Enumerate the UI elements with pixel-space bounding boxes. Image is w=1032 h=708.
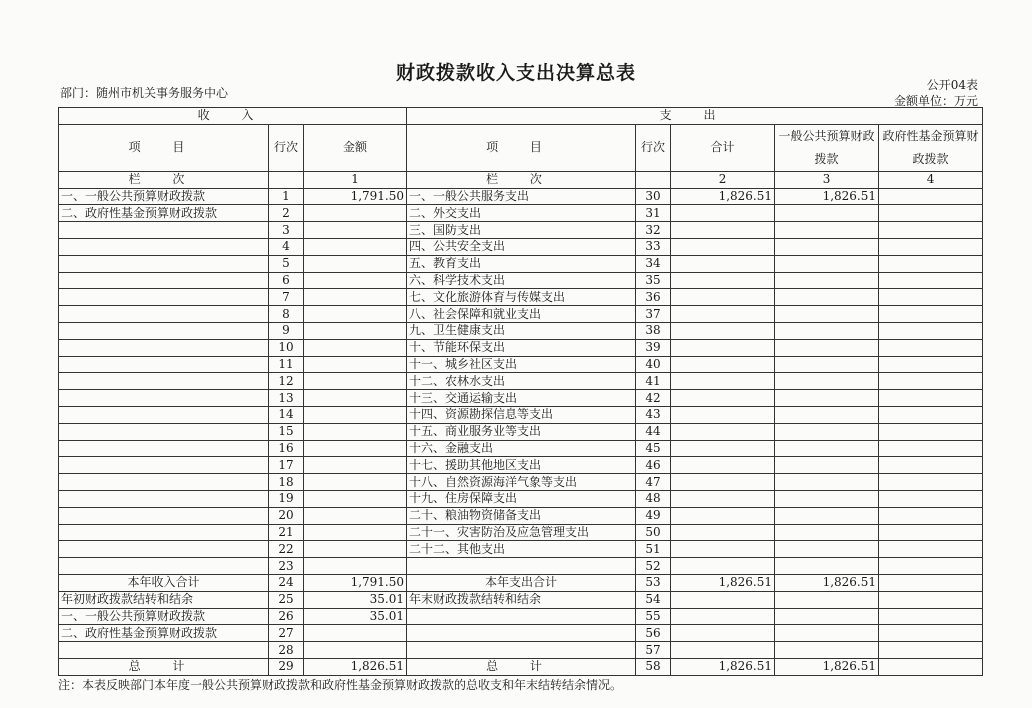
income-amount-cell bbox=[304, 490, 407, 507]
expense-line-no-cell: 56 bbox=[636, 625, 671, 642]
expense-line-no-cell: 44 bbox=[636, 423, 671, 440]
income-amount-cell: 1,826.51 bbox=[304, 658, 407, 675]
general-budget-cell bbox=[775, 440, 879, 457]
table-row bbox=[59, 356, 983, 373]
fund-budget-cell bbox=[879, 390, 983, 407]
expense-total-cell bbox=[671, 373, 775, 390]
expense-item-cell: 十一、城乡社区支出 bbox=[407, 356, 636, 373]
expense-item-cell: 五、教育支出 bbox=[407, 255, 636, 272]
income-line-no-cell: 19 bbox=[269, 490, 304, 507]
income-amount-cell bbox=[304, 238, 407, 255]
expense-col-index-blank bbox=[636, 171, 671, 188]
col-index-3: 3 bbox=[775, 171, 879, 188]
expense-item-cell: 本年支出合计 bbox=[407, 574, 636, 591]
income-line-no-header: 行次 bbox=[269, 124, 304, 171]
expense-line-no-cell: 38 bbox=[636, 322, 671, 339]
expense-total-cell bbox=[671, 255, 775, 272]
table-row bbox=[59, 507, 983, 524]
income-item-cell bbox=[59, 457, 269, 474]
expense-line-no-cell: 39 bbox=[636, 339, 671, 356]
expense-total-cell bbox=[671, 558, 775, 575]
income-line-no-cell: 26 bbox=[269, 608, 304, 625]
income-line-no-cell: 29 bbox=[269, 658, 304, 675]
expense-line-no-cell: 47 bbox=[636, 474, 671, 491]
expense-item-cell: 总 计 bbox=[407, 658, 636, 675]
department-label: 部门：随州市机关事务服务中心 bbox=[60, 86, 229, 100]
general-budget-cell: 1,826.51 bbox=[775, 188, 879, 205]
expense-total-cell bbox=[671, 205, 775, 222]
income-line-no-cell: 15 bbox=[269, 423, 304, 440]
expense-item-cell: 一、一般公共服务支出 bbox=[407, 188, 636, 205]
general-budget-header: 一般公共预算财政拨款 bbox=[775, 124, 879, 171]
general-budget-cell bbox=[775, 490, 879, 507]
fund-budget-cell bbox=[879, 574, 983, 591]
income-item-cell bbox=[59, 524, 269, 541]
fund-budget-cell bbox=[879, 440, 983, 457]
income-item-cell bbox=[59, 356, 269, 373]
income-amount-cell bbox=[304, 322, 407, 339]
table-row bbox=[59, 474, 983, 491]
income-item-cell: 本年收入合计 bbox=[59, 574, 269, 591]
income-line-no-cell: 22 bbox=[269, 541, 304, 558]
income-line-no-cell: 21 bbox=[269, 524, 304, 541]
income-item-cell bbox=[59, 440, 269, 457]
expense-line-no-cell: 49 bbox=[636, 507, 671, 524]
expense-item-cell: 六、科学技术支出 bbox=[407, 272, 636, 289]
table-row bbox=[59, 255, 983, 272]
expense-line-no-cell: 43 bbox=[636, 406, 671, 423]
budget-summary-table bbox=[58, 107, 983, 676]
income-col-index-blank bbox=[269, 171, 304, 188]
income-amount-cell bbox=[304, 255, 407, 272]
fund-budget-cell bbox=[879, 373, 983, 390]
income-line-no-cell: 5 bbox=[269, 255, 304, 272]
fund-budget-cell bbox=[879, 205, 983, 222]
fund-budget-cell bbox=[879, 474, 983, 491]
table-row bbox=[59, 289, 983, 306]
income-amount-cell bbox=[304, 373, 407, 390]
expense-group-header: 支 出 bbox=[407, 108, 983, 125]
expense-total-cell bbox=[671, 541, 775, 558]
fund-budget-cell bbox=[879, 222, 983, 239]
expense-line-no-cell: 57 bbox=[636, 642, 671, 659]
expense-total-cell bbox=[671, 406, 775, 423]
income-amount-cell bbox=[304, 339, 407, 356]
income-item-cell bbox=[59, 390, 269, 407]
fund-budget-cell bbox=[879, 591, 983, 608]
income-line-no-cell: 1 bbox=[269, 188, 304, 205]
income-amount-cell bbox=[304, 474, 407, 491]
income-amount-cell: 1,791.50 bbox=[304, 188, 407, 205]
expense-item-cell: 二、外交支出 bbox=[407, 205, 636, 222]
income-amount-cell bbox=[304, 390, 407, 407]
income-line-no-cell: 2 bbox=[269, 205, 304, 222]
expense-total-cell bbox=[671, 339, 775, 356]
expense-item-cell bbox=[407, 625, 636, 642]
table-row bbox=[59, 339, 983, 356]
general-budget-cell bbox=[775, 524, 879, 541]
income-line-no-cell: 17 bbox=[269, 457, 304, 474]
page-title: 财政拨款收入支出决算总表 bbox=[395, 62, 636, 84]
expense-total-cell bbox=[671, 222, 775, 239]
income-item-cell bbox=[59, 490, 269, 507]
general-budget-cell bbox=[775, 591, 879, 608]
income-item-cell: 年初财政拨款结转和结余 bbox=[59, 591, 269, 608]
expense-total-cell bbox=[671, 322, 775, 339]
expense-line-no-header: 行次 bbox=[636, 124, 671, 171]
income-item-cell bbox=[59, 642, 269, 659]
income-amount-cell: 35.01 bbox=[304, 608, 407, 625]
income-item-cell bbox=[59, 339, 269, 356]
expense-line-no-cell: 33 bbox=[636, 238, 671, 255]
fund-budget-cell bbox=[879, 423, 983, 440]
fund-budget-cell bbox=[879, 658, 983, 675]
general-budget-cell bbox=[775, 205, 879, 222]
expense-line-no-cell: 41 bbox=[636, 373, 671, 390]
amount-unit: 金额单位：万元 bbox=[893, 94, 978, 108]
expense-line-no-cell: 36 bbox=[636, 289, 671, 306]
expense-line-no-cell: 34 bbox=[636, 255, 671, 272]
fund-budget-cell bbox=[879, 490, 983, 507]
fund-budget-cell bbox=[879, 188, 983, 205]
expense-line-no-cell: 52 bbox=[636, 558, 671, 575]
expense-total-cell: 1,826.51 bbox=[671, 658, 775, 675]
income-amount-cell bbox=[304, 356, 407, 373]
fund-budget-cell bbox=[879, 642, 983, 659]
table-row bbox=[59, 222, 983, 239]
income-line-no-cell: 18 bbox=[269, 474, 304, 491]
general-budget-cell bbox=[775, 507, 879, 524]
income-amount-cell bbox=[304, 642, 407, 659]
income-item-cell bbox=[59, 322, 269, 339]
fund-budget-cell bbox=[879, 507, 983, 524]
general-budget-cell bbox=[775, 558, 879, 575]
expense-line-no-cell: 45 bbox=[636, 440, 671, 457]
expense-line-no-cell: 42 bbox=[636, 390, 671, 407]
income-amount-cell bbox=[304, 406, 407, 423]
income-item-cell bbox=[59, 541, 269, 558]
fund-budget-cell bbox=[879, 289, 983, 306]
fund-budget-cell bbox=[879, 306, 983, 323]
income-line-no-cell: 14 bbox=[269, 406, 304, 423]
general-budget-cell bbox=[775, 373, 879, 390]
income-line-no-cell: 13 bbox=[269, 390, 304, 407]
expense-item-cell: 四、公共安全支出 bbox=[407, 238, 636, 255]
income-line-no-cell: 10 bbox=[269, 339, 304, 356]
table-row bbox=[59, 558, 983, 575]
expense-total-cell bbox=[671, 524, 775, 541]
general-budget-cell bbox=[775, 541, 879, 558]
income-amount-header: 金额 bbox=[304, 124, 407, 171]
income-item-cell bbox=[59, 255, 269, 272]
income-line-no-cell: 25 bbox=[269, 591, 304, 608]
income-item-cell bbox=[59, 507, 269, 524]
income-amount-cell bbox=[304, 524, 407, 541]
income-line-no-cell: 28 bbox=[269, 642, 304, 659]
fund-budget-cell bbox=[879, 255, 983, 272]
expense-item-cell: 七、文化旅游体育与传媒支出 bbox=[407, 289, 636, 306]
table-row bbox=[59, 238, 983, 255]
income-amount-cell bbox=[304, 558, 407, 575]
table-row bbox=[59, 406, 983, 423]
general-budget-cell: 1,826.51 bbox=[775, 658, 879, 675]
fund-budget-cell bbox=[879, 272, 983, 289]
col-index-4: 4 bbox=[879, 171, 983, 188]
expense-line-no-cell: 50 bbox=[636, 524, 671, 541]
income-amount-cell bbox=[304, 507, 407, 524]
table-row bbox=[59, 608, 983, 625]
fund-budget-cell bbox=[879, 457, 983, 474]
general-budget-cell bbox=[775, 642, 879, 659]
expense-total-cell bbox=[671, 440, 775, 457]
expense-line-no-cell: 54 bbox=[636, 591, 671, 608]
expense-line-no-cell: 32 bbox=[636, 222, 671, 239]
expense-item-cell: 九、卫生健康支出 bbox=[407, 322, 636, 339]
expense-item-cell bbox=[407, 608, 636, 625]
income-amount-cell bbox=[304, 306, 407, 323]
expense-col-index-label: 栏 次 bbox=[407, 171, 636, 188]
table-row bbox=[59, 188, 983, 205]
general-budget-cell bbox=[775, 238, 879, 255]
fund-budget-cell bbox=[879, 541, 983, 558]
expense-item-cell: 八、社会保障和就业支出 bbox=[407, 306, 636, 323]
income-amount-cell bbox=[304, 272, 407, 289]
fund-budget-header: 政府性基金预算财政拨款 bbox=[879, 124, 983, 171]
general-budget-cell bbox=[775, 356, 879, 373]
expense-total-cell bbox=[671, 625, 775, 642]
expense-line-no-cell: 40 bbox=[636, 356, 671, 373]
table-row bbox=[59, 457, 983, 474]
fund-budget-cell bbox=[879, 322, 983, 339]
income-item-cell: 一、一般公共预算财政拨款 bbox=[59, 188, 269, 205]
table-row bbox=[59, 642, 983, 659]
expense-item-cell bbox=[407, 558, 636, 575]
income-group-header: 收 入 bbox=[59, 108, 407, 125]
col-index-1: 1 bbox=[304, 171, 407, 188]
income-line-no-cell: 9 bbox=[269, 322, 304, 339]
form-number: 公开04表 bbox=[926, 78, 978, 92]
expense-total-cell: 1,826.51 bbox=[671, 574, 775, 591]
expense-item-cell: 十、节能环保支出 bbox=[407, 339, 636, 356]
income-line-no-cell: 3 bbox=[269, 222, 304, 239]
expense-item-cell: 十六、金融支出 bbox=[407, 440, 636, 457]
general-budget-cell bbox=[775, 625, 879, 642]
expense-item-cell: 二十二、其他支出 bbox=[407, 541, 636, 558]
income-line-no-cell: 8 bbox=[269, 306, 304, 323]
expense-line-no-cell: 48 bbox=[636, 490, 671, 507]
income-amount-cell bbox=[304, 423, 407, 440]
expense-total-cell bbox=[671, 390, 775, 407]
expense-total-cell bbox=[671, 490, 775, 507]
income-item-cell bbox=[59, 306, 269, 323]
expense-total-cell bbox=[671, 289, 775, 306]
income-amount-cell bbox=[304, 625, 407, 642]
income-item-header: 项 目 bbox=[59, 124, 269, 171]
expense-item-cell: 十三、交通运输支出 bbox=[407, 390, 636, 407]
expense-item-cell: 十八、自然资源海洋气象等支出 bbox=[407, 474, 636, 491]
table-row bbox=[59, 591, 983, 608]
income-item-cell: 一、一般公共预算财政拨款 bbox=[59, 608, 269, 625]
income-item-cell bbox=[59, 289, 269, 306]
table-row bbox=[59, 658, 983, 675]
general-budget-cell bbox=[775, 272, 879, 289]
income-amount-cell bbox=[304, 457, 407, 474]
expense-total-cell bbox=[671, 642, 775, 659]
income-line-no-cell: 27 bbox=[269, 625, 304, 642]
income-item-cell: 二、政府性基金预算财政拨款 bbox=[59, 205, 269, 222]
expense-total-cell bbox=[671, 272, 775, 289]
expense-total-cell bbox=[671, 238, 775, 255]
income-amount-cell: 35.01 bbox=[304, 591, 407, 608]
fund-budget-cell bbox=[879, 339, 983, 356]
expense-item-cell: 十二、农林水支出 bbox=[407, 373, 636, 390]
expense-item-cell: 十七、援助其他地区支出 bbox=[407, 457, 636, 474]
income-line-no-cell: 20 bbox=[269, 507, 304, 524]
general-budget-cell bbox=[775, 390, 879, 407]
income-item-cell bbox=[59, 238, 269, 255]
expense-item-header: 项 目 bbox=[407, 124, 636, 171]
col-index-2: 2 bbox=[671, 171, 775, 188]
income-line-no-cell: 7 bbox=[269, 289, 304, 306]
income-item-cell bbox=[59, 423, 269, 440]
general-budget-cell bbox=[775, 608, 879, 625]
expense-line-no-cell: 51 bbox=[636, 541, 671, 558]
table-row bbox=[59, 423, 983, 440]
income-item-cell bbox=[59, 373, 269, 390]
table-row bbox=[59, 322, 983, 339]
general-budget-cell bbox=[775, 322, 879, 339]
expense-item-cell bbox=[407, 642, 636, 659]
expense-line-no-cell: 58 bbox=[636, 658, 671, 675]
income-line-no-cell: 6 bbox=[269, 272, 304, 289]
expense-line-no-cell: 53 bbox=[636, 574, 671, 591]
table-row bbox=[59, 373, 983, 390]
expense-total-cell bbox=[671, 306, 775, 323]
general-budget-cell bbox=[775, 457, 879, 474]
expense-total-cell bbox=[671, 457, 775, 474]
expense-total-cell bbox=[671, 423, 775, 440]
expense-total-cell bbox=[671, 591, 775, 608]
income-item-cell: 二、政府性基金预算财政拨款 bbox=[59, 625, 269, 642]
table-row bbox=[59, 625, 983, 642]
income-amount-cell bbox=[304, 222, 407, 239]
fund-budget-cell bbox=[879, 608, 983, 625]
income-line-no-cell: 11 bbox=[269, 356, 304, 373]
expense-total-cell bbox=[671, 474, 775, 491]
expense-line-no-cell: 35 bbox=[636, 272, 671, 289]
expense-line-no-cell: 30 bbox=[636, 188, 671, 205]
expense-item-cell: 十五、商业服务业等支出 bbox=[407, 423, 636, 440]
expense-item-cell: 年末财政拨款结转和结余 bbox=[407, 591, 636, 608]
general-budget-cell: 1,826.51 bbox=[775, 574, 879, 591]
income-item-cell bbox=[59, 222, 269, 239]
table-row bbox=[59, 272, 983, 289]
general-budget-cell bbox=[775, 406, 879, 423]
expense-line-no-cell: 46 bbox=[636, 457, 671, 474]
income-item-cell bbox=[59, 474, 269, 491]
expense-item-cell: 十四、资源勘探信息等支出 bbox=[407, 406, 636, 423]
expense-item-cell: 十九、住房保障支出 bbox=[407, 490, 636, 507]
income-line-no-cell: 16 bbox=[269, 440, 304, 457]
income-amount-cell bbox=[304, 205, 407, 222]
expense-line-no-cell: 37 bbox=[636, 306, 671, 323]
fund-budget-cell bbox=[879, 238, 983, 255]
table-row bbox=[59, 390, 983, 407]
income-item-cell bbox=[59, 406, 269, 423]
fund-budget-cell bbox=[879, 356, 983, 373]
table-row bbox=[59, 440, 983, 457]
expense-total-cell bbox=[671, 356, 775, 373]
general-budget-cell bbox=[775, 423, 879, 440]
fund-budget-cell bbox=[879, 558, 983, 575]
expense-total-cell bbox=[671, 608, 775, 625]
expense-line-no-cell: 55 bbox=[636, 608, 671, 625]
general-budget-cell bbox=[775, 222, 879, 239]
expense-item-cell: 三、国防支出 bbox=[407, 222, 636, 239]
expense-item-cell: 二十、粮油物资储备支出 bbox=[407, 507, 636, 524]
expense-item-cell: 二十一、灾害防治及应急管理支出 bbox=[407, 524, 636, 541]
general-budget-cell bbox=[775, 289, 879, 306]
income-item-cell bbox=[59, 558, 269, 575]
footnote: 注：本表反映部门本年度一般公共预算财政拨款和政府性基金预算财政拨款的总收支和年末结转结余情况。 bbox=[58, 678, 623, 692]
income-amount-cell: 1,791.50 bbox=[304, 574, 407, 591]
income-line-no-cell: 24 bbox=[269, 574, 304, 591]
income-line-no-cell: 4 bbox=[269, 238, 304, 255]
fund-budget-cell bbox=[879, 524, 983, 541]
general-budget-cell bbox=[775, 306, 879, 323]
income-line-no-cell: 12 bbox=[269, 373, 304, 390]
expense-total-cell: 1,826.51 bbox=[671, 188, 775, 205]
table-row bbox=[59, 306, 983, 323]
income-col-index-label: 栏 次 bbox=[59, 171, 269, 188]
income-line-no-cell: 23 bbox=[269, 558, 304, 575]
expense-line-no-cell: 31 bbox=[636, 205, 671, 222]
income-amount-cell bbox=[304, 541, 407, 558]
table-row bbox=[59, 524, 983, 541]
general-budget-cell bbox=[775, 255, 879, 272]
general-budget-cell bbox=[775, 339, 879, 356]
table-row bbox=[59, 541, 983, 558]
income-item-cell: 总 计 bbox=[59, 658, 269, 675]
fund-budget-cell bbox=[879, 625, 983, 642]
fund-budget-cell bbox=[879, 406, 983, 423]
table-row bbox=[59, 490, 983, 507]
income-amount-cell bbox=[304, 289, 407, 306]
income-amount-cell bbox=[304, 440, 407, 457]
general-budget-cell bbox=[775, 474, 879, 491]
table-row bbox=[59, 574, 983, 591]
expense-total-header: 合计 bbox=[671, 124, 775, 171]
expense-total-cell bbox=[671, 507, 775, 524]
income-item-cell bbox=[59, 272, 269, 289]
table-row bbox=[59, 205, 983, 222]
